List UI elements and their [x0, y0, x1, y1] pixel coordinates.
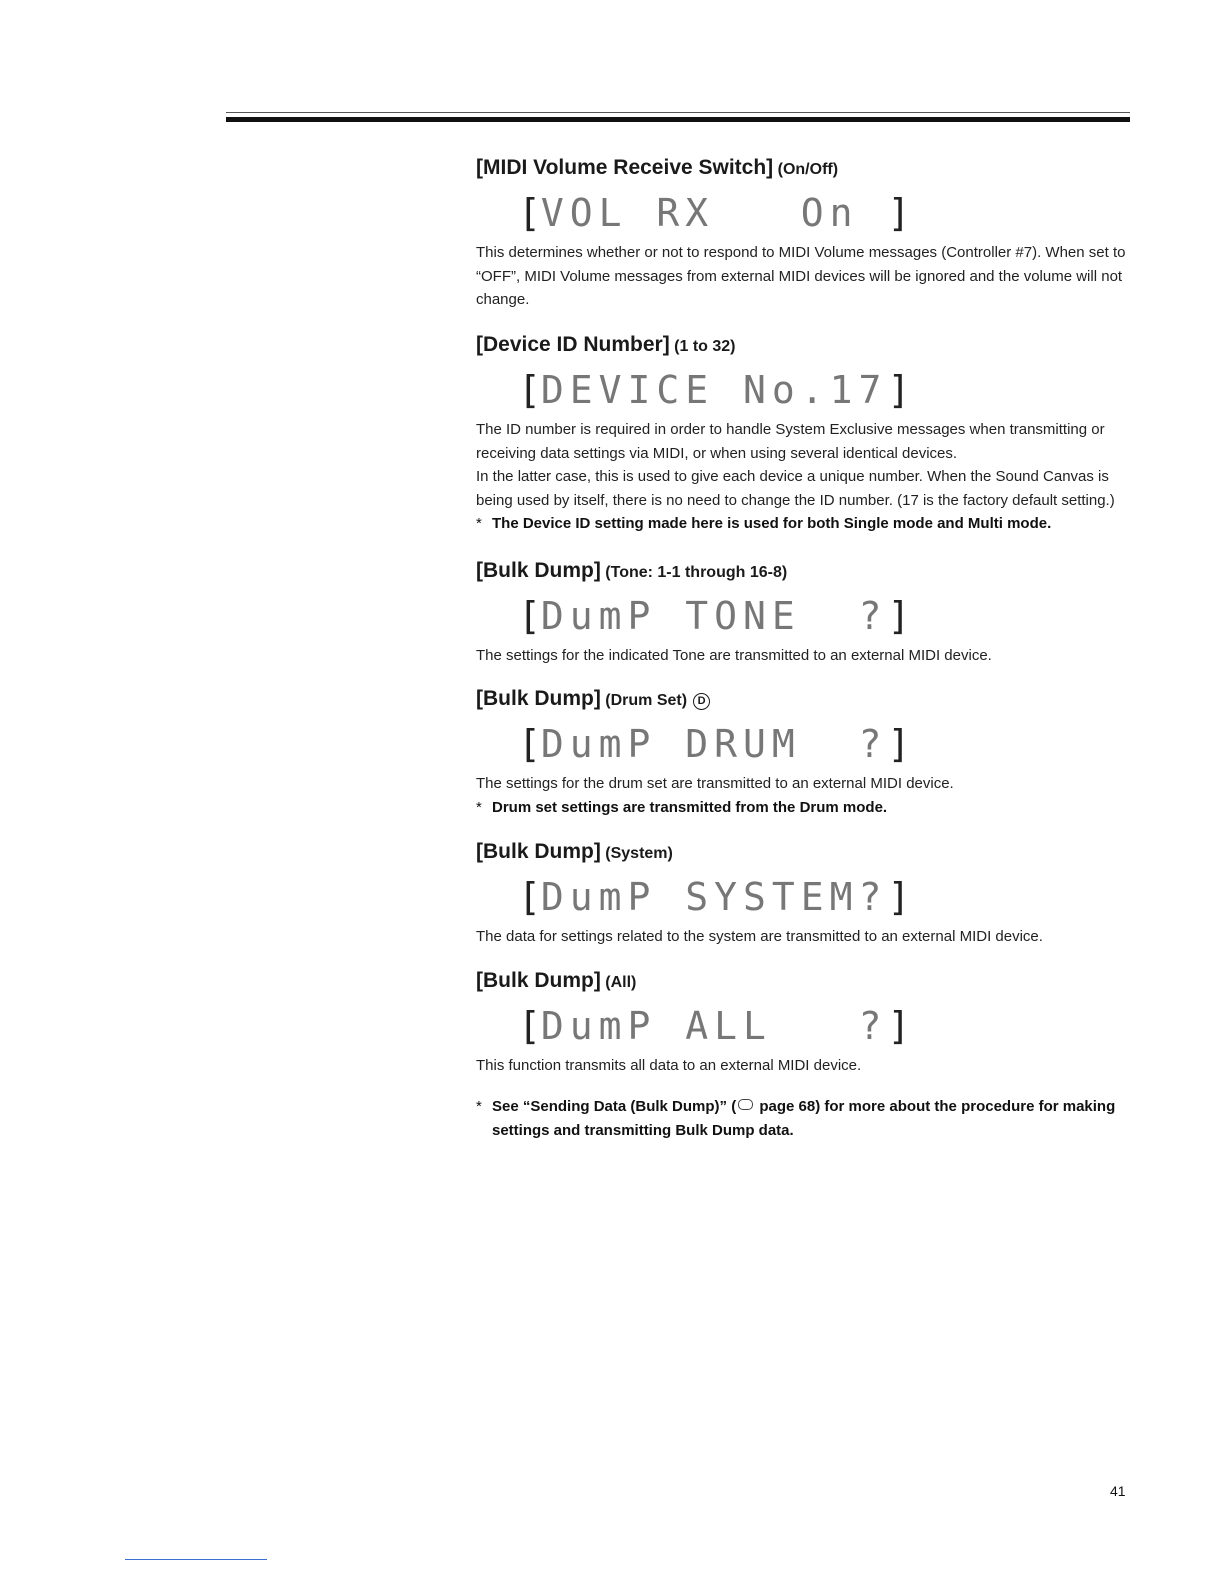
- section-heading: [Bulk Dump] (All): [476, 969, 637, 992]
- section-device-id: [476, 332, 1136, 536]
- description-text: The data for settings related to the system are transmitted to an external MIDI device.: [476, 928, 1043, 945]
- header-rule-thick: [226, 117, 1130, 122]
- lcd-display: [DEVICE No.17]: [518, 368, 911, 412]
- pointing-hand-icon: [738, 1099, 753, 1110]
- reference-note: [476, 1095, 1136, 1142]
- lcd-display: [DumP SYSTEM?]: [518, 875, 911, 919]
- section-bulk-tone: [476, 558, 1136, 668]
- lcd-display: [DumP DRUM ?]: [518, 722, 911, 766]
- section-heading: [Bulk Dump] (System): [476, 840, 673, 863]
- section-heading: [Bulk Dump] (Tone: 1-1 through 16-8): [476, 559, 788, 582]
- description-text: This determines whether or not to respond to MIDI Volume messages (Controller #7). When set to “OFF”, MIDI Volume messages from external MIDI devices will be ignored and the volume will not change.: [476, 244, 1126, 308]
- note-text: * The Device ID setting made here is used for both Single mode and Multi mode.: [476, 515, 1052, 532]
- note-text: * See “Sending Data (Bulk Dump)” ( page 68) for more about the procedure for making settings and transmitting Bulk Dump data.: [476, 1098, 1116, 1139]
- drum-mode-icon: D: [693, 693, 710, 710]
- section-bulk-drum: [476, 686, 1136, 819]
- section-heading: [MIDI Volume Receive Switch] (On/Off): [476, 156, 839, 179]
- section-bulk-system: [476, 839, 1136, 949]
- lcd-display: [VOL RX On ]: [518, 191, 911, 235]
- section-midi-volume: [476, 155, 1136, 312]
- lcd-display: [DumP ALL ?]: [518, 1004, 911, 1048]
- note-text: * Drum set settings are transmitted from the Drum mode.: [476, 798, 888, 816]
- lcd-display: [DumP TONE ?]: [518, 594, 911, 638]
- description-text: The ID number is required in order to handle System Exclusive messages when transmitting or receiving data settings via MIDI, or when using several identical devices.: [476, 421, 1105, 462]
- section-heading: [Device ID Number] (1 to 32): [476, 333, 736, 356]
- description-text: The settings for the drum set are transmitted to an external MIDI device.: [476, 775, 954, 792]
- bottom-link-line: [125, 1559, 267, 1560]
- header-rule-thin: [226, 112, 1130, 113]
- description-text: This function transmits all data to an external MIDI device.: [476, 1057, 862, 1074]
- page-number: 41: [1110, 1483, 1126, 1499]
- section-bulk-all: [476, 968, 1136, 1078]
- description-text: In the latter case, this is used to give each device a unique number. When the Sound Canvas is being used by itself, there is no need to change the ID number. (17 is the factory default setting.): [476, 468, 1115, 509]
- description-text: The settings for the indicated Tone are transmitted to an external MIDI device.: [476, 647, 992, 664]
- section-heading: [Bulk Dump] (Drum Set) D: [476, 686, 1136, 714]
